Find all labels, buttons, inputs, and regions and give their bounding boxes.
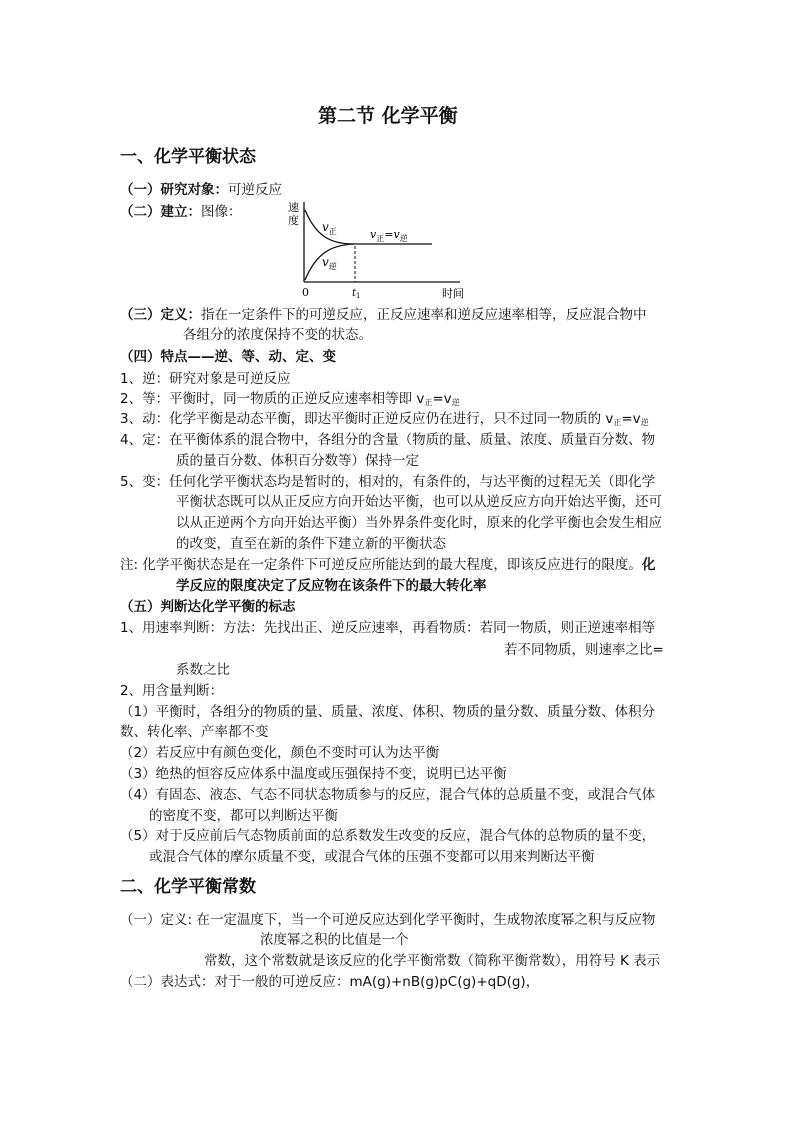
feature-5-line-4: 的改变，直至在新的条件下建立新的平衡状态: [176, 536, 446, 552]
expression-line-1: （二）表达式：对于一般的可逆反应：mA(g)+nB(g)pC(g)+qD(g)，: [120, 974, 540, 990]
feature-5-line-1: 5、变：任何化学平衡状态均是暂时的，相对的，有条件的，与达平衡的过程无关（即化学: [120, 474, 656, 490]
graph-v-reverse-label: $v_逆$: [322, 255, 337, 271]
features-heading: （四）特点——逆、等、动、定、变: [120, 349, 336, 365]
content-item-4-line-2: 的密度不变，都可以判断达平衡: [149, 808, 338, 824]
feature-4-line-1: 4、定：在平衡体系的混合物中，各组分的含量（物质的量、质量、浓度、质量百分数、物: [120, 432, 656, 448]
criteria-heading: （五）判断达化学平衡的标志: [120, 599, 296, 615]
feature-5-line-2: 平衡状态既可以从正反应方向开始达平衡，也可以从逆反应方向开始达平衡，还可: [176, 494, 662, 510]
content-item-1-line-2: 数、转化率、产率都不变: [120, 724, 269, 740]
constant-definition-line-1: （一）定义: 在一定温度下，当一个可逆反应达到化学平衡时，生成物浓度幂之积与反应物: [120, 912, 656, 928]
feature-2: 2、等：平衡时，同一物质的正逆反应速率相等即 $v_正=v_逆$: [120, 391, 460, 407]
feature-4-line-2: 质的量百分数、体积百分数等）保持一定: [176, 453, 419, 469]
graph-v-forward-label: $v_正$: [322, 220, 337, 236]
feature-3: 3、动：化学平衡是动态平衡，即达平衡时正逆反应仍在进行，只不过同一物质的 $v_正=v_逆$: [120, 411, 649, 427]
definition-line-2: 各组分的浓度保持不变的状态。: [183, 327, 372, 343]
research-object-text: 可逆反应: [228, 182, 282, 198]
note-line-2: 学反应的限度决定了反应物在该条件下的最大转化率: [176, 578, 487, 594]
content-item-1-line-1: （1）平衡时，各组分的物质的量、质量、浓度、体积、物质的量分数、质量分数、体积分: [120, 704, 656, 720]
content-item-5-line-2: 或混合气体的摩尔质量不变，或混合气体的压强不变都可以用来判断达平衡: [149, 849, 595, 865]
content-item-2: （2）若反应中有颜色变化，颜色不变时可认为达平衡: [120, 745, 440, 761]
note-line-1: 注: 化学平衡状态是在一定条件下可逆反应所能达到的最大程度，即该反应进行的限度。化: [120, 557, 656, 573]
rate-criterion-line-2: 若不同物质，则速率之比=: [504, 642, 664, 658]
graph-x-label: 时间: [442, 287, 464, 300]
definition-text-1: 指在一定条件下的可逆反应，正反应速率和逆反应速率相等，反应混合物中: [201, 307, 647, 323]
graph-y-label-2: 度: [288, 214, 299, 227]
rate-criterion-line-1: 1、用速率判断：方法：先找出正、逆反应速率，再看物质：若同一物质，则正逆速率相等: [120, 620, 656, 636]
research-object-line: [120, 180, 282, 200]
definition-line-1: [120, 305, 647, 325]
content-item-4-line-1: （4）有固态、液态、气态不同状态物质参与的反应，混合气体的总质量不变，或混合气体: [120, 787, 656, 803]
section-heading-1: 一、化学平衡状态: [120, 147, 256, 167]
graph-equal-label: $v_正=v_逆$: [370, 228, 408, 243]
section-heading-2: 二、化学平衡常数: [120, 877, 256, 897]
constant-definition-line-2: 浓度幂之积的比值是一个: [260, 932, 409, 948]
research-object-label: （一）研究对象：: [120, 182, 228, 198]
graph-origin-label: 0: [302, 286, 309, 299]
rate-criterion-line-3: 系数之比: [176, 662, 230, 678]
graph-y-label-1: 速: [288, 201, 299, 214]
constant-definition-line-3: 常数，这个常数就是该反应的化学平衡常数（简称平衡常数），用符号 K 表示: [204, 953, 661, 969]
establish-text: 图像：: [201, 204, 242, 220]
content-item-5-line-1: （5）对于反应前后气态物质前面的总系数发生改变的反应，混合气体的总物质的量不变，: [120, 828, 656, 844]
graph-t1-label: $t_1$: [352, 288, 361, 300]
page-title: 第二节 化学平衡: [318, 105, 458, 127]
establish-label: （二）建立：: [120, 204, 201, 220]
feature-1: 1、逆：研究对象是可逆反应: [120, 371, 291, 387]
content-item-3: （3）绝热的恒容反应体系中温度或压强保持不变，说明已达平衡: [120, 766, 507, 782]
definition-label: （三）定义：: [120, 307, 201, 323]
feature-5-line-3: 以从正逆两个方向开始达平衡）当外界条件变化时，原来的化学平衡也会发生相应: [176, 515, 662, 531]
establish-line: [120, 202, 242, 222]
content-criterion-heading: 2、用含量判断：: [120, 683, 224, 699]
rate-time-graph: [282, 198, 472, 302]
